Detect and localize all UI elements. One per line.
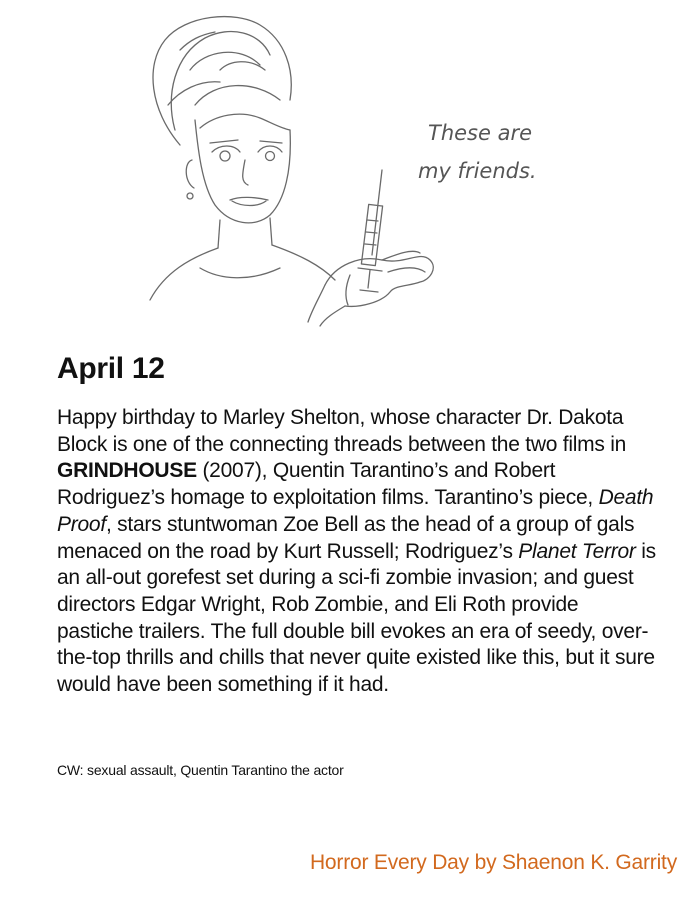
body-text-4: is an all-out gorefest set during a sci-fi zombie invasion; and guest directors Edgar Wright, Rob Zombie, and Eli Roth provide pastiche trailers. The full double bill evokes an era of seedy, over-the-top thrills and chills that never quite existed like this, but it sure would have been something if it had.: [57, 539, 656, 697]
body-text-2: (2007), Quentin Tarantino’s and Robert Rodriguez’s homage to exploitation films. Tarantino’s piece,: [57, 459, 599, 510]
film-title: GRINDHOUSE: [57, 459, 197, 483]
body-text-1: Happy birthday to Marley Shelton, whose character Dr. Dakota Block is one of the connecting threads between the two films in: [57, 406, 627, 456]
content-warning: CW: sexual assault, Quentin Tarantino the actor: [57, 762, 344, 778]
woman-with-syringe-sketch: [120, 10, 580, 330]
segment-title-planet-terror: Planet Terror: [518, 539, 636, 563]
sketch-caption-line2: my friends.: [418, 159, 537, 183]
date-heading: April 12: [57, 352, 165, 385]
segment-title-death-proof: Death Proof: [57, 486, 654, 536]
entry-body: [57, 405, 657, 699]
credit-line: Horror Every Day by Shaenon K. Garrity: [309, 851, 677, 874]
body-text-3: , stars stuntwoman Zoe Bell as the head of a group of gals menaced on the road by Kurt Russell; Rodriguez’s: [57, 512, 635, 563]
sketch-caption-line1: These are: [428, 121, 533, 145]
